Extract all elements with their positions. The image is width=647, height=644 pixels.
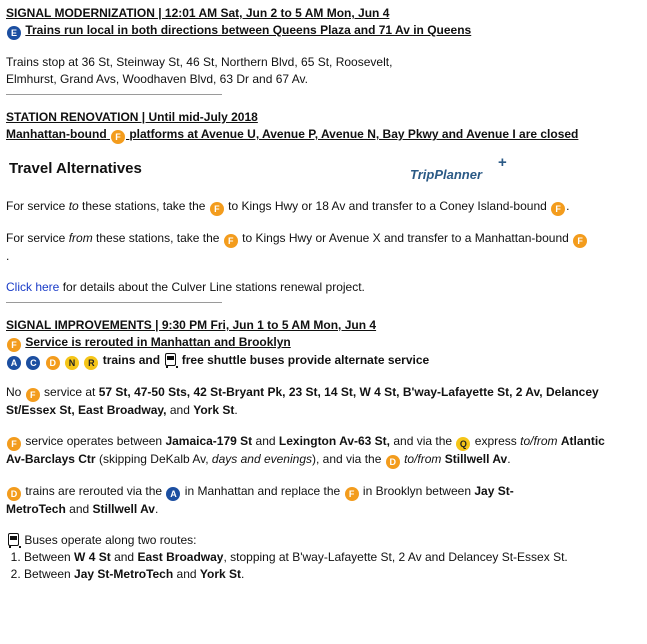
text: Between: [24, 550, 71, 564]
text: Lexington Av-63 St,: [278, 434, 391, 448]
s1-headline-text: Trains run local in both directions between Queens Plaza and 71 Av in Queens: [25, 23, 472, 37]
text: service operates between: [25, 434, 163, 448]
text: these stations, take the: [96, 231, 220, 245]
text: and: [169, 403, 190, 417]
f-train-bullet-icon: F: [26, 388, 40, 402]
s3-headline-text: Service is rerouted in Manhattan and Brooklyn: [25, 335, 291, 349]
travel-alternatives-title: Travel Alternatives: [9, 160, 142, 177]
text-em: to: [68, 199, 79, 213]
trip-planner-label: TripPlanner: [410, 167, 483, 182]
text: and: [176, 567, 197, 581]
text: East Broadway: [137, 550, 224, 564]
text: for details about the Culver Line stations renewal project.: [62, 280, 365, 294]
d-train-bullet-icon: D: [386, 455, 400, 469]
f-train-bullet-icon: F: [224, 234, 238, 248]
text: .: [566, 199, 570, 213]
s2-link-paragraph: [6, 279, 647, 296]
bus-icon: [165, 353, 176, 366]
text: Atlantic Av-Barclays Ctr: [6, 434, 605, 466]
text: York St: [199, 567, 242, 581]
text: .: [507, 452, 511, 466]
text: trains are rerouted via the: [25, 484, 163, 498]
text: service at: [44, 385, 96, 399]
text: For service: [6, 199, 66, 213]
s2-headline-b: platforms at Avenue U, Avenue P, Avenue N, Bay Pkwy and Avenue I are closed: [129, 127, 579, 141]
text: .: [234, 403, 238, 417]
text: .: [241, 567, 245, 581]
text: .: [6, 249, 10, 263]
bus-routes-list: [6, 549, 647, 583]
station-renovation-heading: STATION RENOVATION | Until mid-July 2018: [6, 110, 258, 124]
s2-headline-a: Manhattan-bound: [6, 127, 107, 141]
culver-line-details-link[interactable]: Click here: [6, 280, 60, 294]
list-item: [24, 549, 647, 566]
text: W 4 St: [74, 550, 111, 564]
s3-alt-service: [6, 352, 647, 370]
r-train-bullet-icon: R: [84, 356, 98, 370]
f-train-bullet-icon: F: [7, 437, 21, 451]
divider: [6, 94, 222, 95]
a-train-bullet-icon: A: [166, 487, 180, 501]
s1-body: Trains stop at 36 St, Steinway St, 46 St, Northern Blvd, 65 St, Roosevelt, Elmhurst, Grand Avs, Woodhaven Blvd, 63 Dr and 67 Av.: [6, 55, 393, 86]
f-train-bullet-icon: F: [345, 487, 359, 501]
text: Stillwell Av: [92, 502, 155, 516]
text: For service: [6, 231, 66, 245]
s2-paragraph-to: [6, 198, 647, 216]
signal-modernization-heading: SIGNAL MODERNIZATION | 12:01 AM Sat, Jun 2 to 5 AM Mon, Jun 4: [6, 6, 390, 20]
s3-bus-title: [6, 532, 647, 549]
text: trains and: [102, 353, 161, 367]
text: in Brooklyn between: [362, 484, 471, 498]
text: free shuttle buses provide alternate service: [181, 353, 430, 367]
text-em: days and evenings: [211, 452, 312, 466]
f-train-bullet-icon: F: [7, 338, 21, 352]
s3-rerouted-paragraph: [6, 483, 566, 518]
bus-icon: [8, 533, 19, 546]
text: .: [154, 502, 159, 516]
text: (skipping DeKalb Av,: [98, 452, 209, 466]
text: Between: [24, 567, 71, 581]
d-train-bullet-icon: D: [7, 487, 21, 501]
text: in Manhattan and replace the: [184, 484, 341, 498]
text: to Kings Hwy or 18 Av and transfer to a Coney Island-bound: [228, 199, 547, 213]
divider: [6, 302, 222, 303]
s2-paragraph-from: [6, 230, 646, 265]
text: and: [69, 502, 90, 516]
s3-headline: [6, 334, 647, 352]
trip-planner-plus-icon: +: [498, 154, 507, 171]
a-train-bullet-icon: A: [7, 356, 21, 370]
text-em: to/from: [404, 452, 442, 466]
text: Jamaica-179 St: [165, 434, 253, 448]
text: and: [255, 434, 276, 448]
d-train-bullet-icon: D: [46, 356, 60, 370]
f-train-bullet-icon: F: [111, 130, 125, 144]
trip-planner-link[interactable]: [410, 154, 520, 184]
text: ), and via the: [312, 452, 382, 466]
s3-operates-paragraph: [6, 433, 621, 469]
s3-no-service-paragraph: [6, 384, 606, 419]
text: express: [474, 434, 517, 448]
c-train-bullet-icon: C: [26, 356, 40, 370]
text: , stopping at B'way-Lafayette St, 2 Av and Delancey St-Essex St.: [223, 550, 568, 564]
text: York St: [193, 403, 235, 417]
text: Buses operate along two routes:: [24, 533, 197, 547]
n-train-bullet-icon: N: [65, 356, 79, 370]
text: Jay St-MetroTech: [6, 484, 514, 516]
text: Stillwell Av: [444, 452, 508, 466]
signal-improvements-heading: SIGNAL IMPROVEMENTS | 9:30 PM Fri, Jun 1 to 5 AM Mon, Jun 4: [6, 318, 377, 332]
text-em: to/from: [520, 434, 558, 448]
text: Jay St-MetroTech: [74, 567, 174, 581]
travel-alternatives-row: [6, 154, 647, 184]
text: 57 St, 47-50 Sts, 42 St-Bryant Pk, 23 St, 14 St, W 4 St, B'way-Lafayette St, 2 Av, Delancey St/Essex St, East Broadway,: [6, 385, 599, 417]
f-train-bullet-icon: F: [573, 234, 587, 248]
f-train-bullet-icon: F: [210, 202, 224, 216]
f-train-bullet-icon: F: [551, 202, 565, 216]
text: and via the: [393, 434, 453, 448]
text: these stations, take the: [82, 199, 206, 213]
text-em: from: [68, 231, 93, 245]
e-train-bullet-icon: E: [7, 26, 21, 40]
list-item: [24, 566, 647, 583]
text: to Kings Hwy or Avenue X and transfer to a Manhattan-bound: [242, 231, 569, 245]
s1-headline: [6, 22, 647, 40]
text: and: [114, 550, 135, 564]
s2-headline: [6, 126, 647, 144]
q-train-bullet-icon: Q: [456, 437, 470, 451]
text: No: [6, 385, 22, 399]
